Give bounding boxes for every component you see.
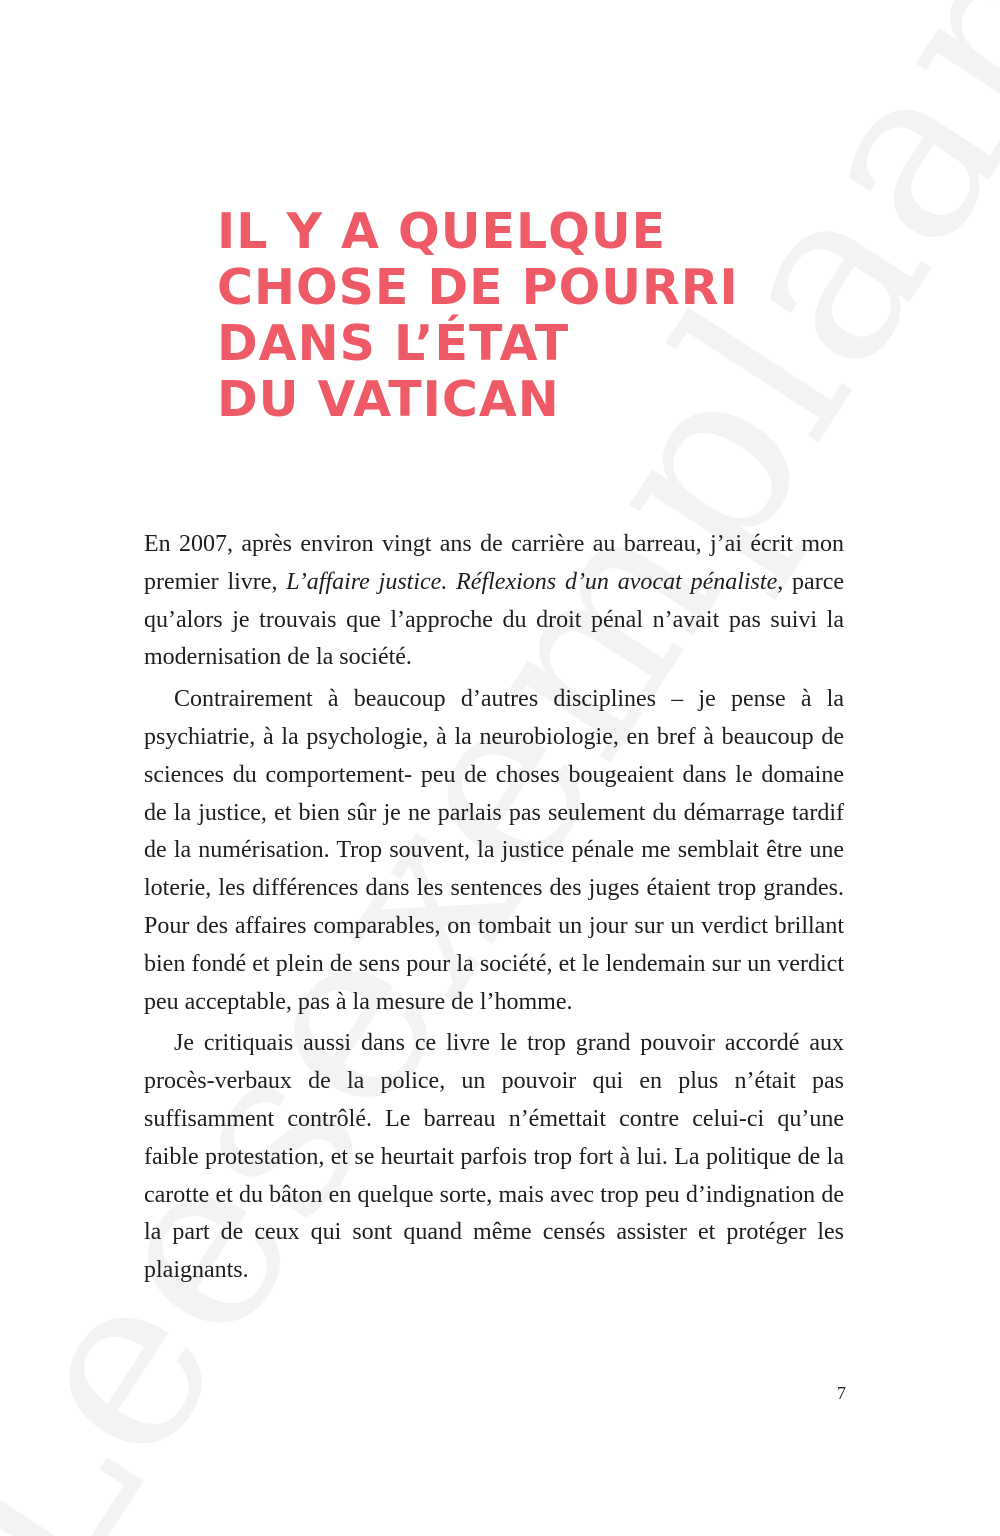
- chapter-title-line-3: DANS L’ÉTAT: [217, 315, 570, 372]
- chapter-title-line-4: DU VATICAN: [217, 371, 560, 428]
- book-title-italic: L’affaire justice. Réflexions d’un avocat pénaliste: [286, 568, 778, 595]
- body-text: [144, 526, 844, 1290]
- chapter-title-line-2: CHOSE DE POURRI: [217, 259, 739, 316]
- paragraph-2: Contrairement à beaucoup d’autres disciplines – je pense à la psychiatrie, à la psychologie, à la neurobiologie, en bref à beaucoup de sciences du comportement- peu de choses bougeaient dans le domaine de la justice, et bien sûr je ne parlais pas seulement du démarrage tardif de la numérisation. Trop souvent, la justice pénale me semblait être une loterie, les différences dans les sentences des juges étaient trop grandes. Pour des affaires comparables, on tombait un jour sur un verdict brillant bien fondé et plein de sens pour la société, et le lendemain sur un verdict peu acceptable, pas à la mesure de l’homme.: [144, 686, 844, 1015]
- chapter-title-line-1: IL Y A QUELQUE: [217, 203, 667, 260]
- chapter-title: [217, 204, 837, 428]
- paragraph-1-text-a: En 2007, après environ vingt ans de carrière au barreau, j’ai écrit mon premier livre,: [144, 531, 844, 595]
- page-number: 7: [837, 1383, 846, 1403]
- paragraph-1: [144, 526, 844, 677]
- paragraph-3: Je critiquais aussi dans ce livre le trop grand pouvoir accordé aux procès-verbaux de la police, un pouvoir qui en plus n’était pas suffisamment contrôlé. Le barreau n’émettait contre celui-ci qu’une faible protestation, et se heurtait parfois trop fort à lui. La politique de la carotte et du bâton en quelque sorte, mais avec trop peu d’indignation de la part de ceux qui sont quand même censés assister et protéger les plaignants.: [144, 1030, 844, 1284]
- paragraph-1-text-b: , parce qu’alors je trouvais que l’approche du droit pénal n’avait pas suivi la modernisation de la société.: [144, 568, 844, 671]
